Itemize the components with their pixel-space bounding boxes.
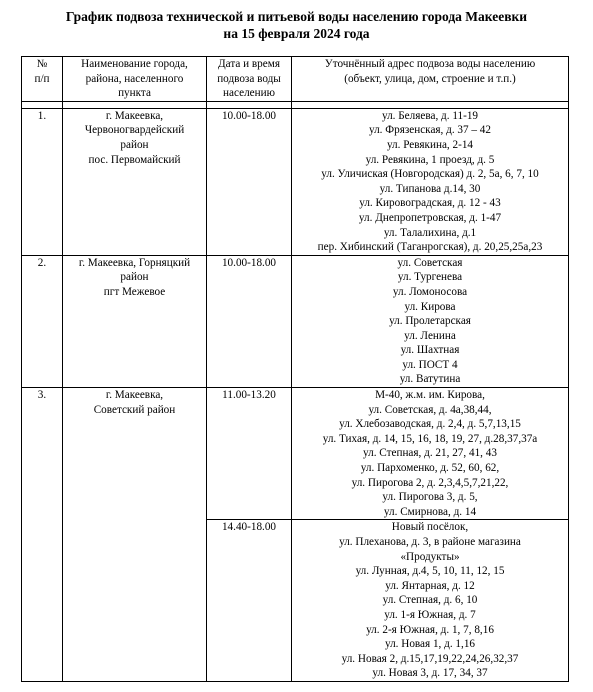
address-line: ул. Пирогова 2, д. 2,3,4,5,7,21,22, xyxy=(351,476,509,489)
area-cell xyxy=(63,388,207,682)
area-line: г. Макеевка, xyxy=(105,389,164,402)
address-line: ул. Беляева, д. 11-19 xyxy=(381,109,479,122)
address-line: ул. Янтарная, д. 12 xyxy=(385,579,475,592)
address-line: ул. Ревякина, 1 проезд, д. 5 xyxy=(365,153,495,166)
header-time xyxy=(207,57,292,102)
address-cell xyxy=(292,108,569,255)
row-number: 2. xyxy=(22,255,63,387)
address-line: ул. Тихая, д. 14, 15, 16, 18, 19, 27, д.28,37,37а xyxy=(322,432,538,445)
header-address xyxy=(292,57,569,102)
address-line: ул. Смирнова, д. 14 xyxy=(383,505,477,518)
address-line: ул. Ревякина, 2-14 xyxy=(386,138,474,151)
spacer-cell xyxy=(22,101,63,108)
address-cell xyxy=(292,388,569,520)
address-line: ул. Степная, д. 6, 10 xyxy=(382,594,478,607)
header-address-line: Уточнённый адрес подвоза воды населению xyxy=(324,58,536,70)
address-line: ул. Советская, д. 4а,38,44, xyxy=(368,403,492,416)
address-line: ул. Пирогова 3, д. 5, xyxy=(382,491,478,504)
header-num-line: п/п xyxy=(34,72,50,85)
spacer-row xyxy=(22,101,569,108)
address-line: ул. Пархоменко, д. 52, 60, 62, xyxy=(360,462,500,475)
row-number: 1. xyxy=(22,108,63,255)
header-address-line: (объект, улица, дом, строение и т.п.) xyxy=(344,72,516,85)
address-line: ул. Кирова xyxy=(404,300,456,313)
header-area-line: района, населенного xyxy=(85,72,184,85)
header-area-line: Наименование города, xyxy=(81,58,188,70)
area-line: район xyxy=(120,138,149,151)
spacer-cell xyxy=(292,101,569,108)
area-cell xyxy=(63,108,207,255)
address-line: ул. Фрязенская, д. 37 – 42 xyxy=(368,124,491,137)
address-line: ул. Уличиская (Новгородская) д. 2, 5а, 6, 7, 10 xyxy=(321,168,539,181)
spacer-cell xyxy=(207,101,292,108)
address-line: ул. Степная, д. 21, 27, 41, 43 xyxy=(363,447,497,460)
address-line: ул. Кировоградская, д. 12 - 43 xyxy=(359,197,501,210)
address-line: ул. Ватутина xyxy=(399,373,461,386)
address-line: ул. ПОСТ 4 xyxy=(402,358,458,371)
table-header-row xyxy=(22,57,569,102)
address-line: М-40, ж.м. им. Кирова, xyxy=(375,389,485,402)
area-line: Советский район xyxy=(93,403,176,416)
address-line: ул. Шахтная xyxy=(400,344,460,357)
address-line: ул. Советская xyxy=(397,256,463,269)
address-line: ул. Тургенева xyxy=(397,271,463,284)
address-line: ул. Лунная, д.4, 5, 10, 11, 12, 15 xyxy=(355,565,505,578)
area-line: пгт Межевое xyxy=(103,285,166,298)
address-line: ул. Ломоносова xyxy=(392,285,468,298)
water-schedule-table xyxy=(21,56,569,682)
header-time-line: населению xyxy=(223,87,275,100)
header-time-line: подвоза воды xyxy=(217,72,281,85)
time-cell: 10.00-18.00 xyxy=(207,255,292,387)
address-line: ул. Новая 2, д.15,17,19,22,24,26,32,37 xyxy=(341,652,519,665)
address-line: ул. Пролетарская xyxy=(389,315,471,328)
time-cell: 11.00-13.20 xyxy=(207,388,292,520)
row-number: 3. xyxy=(22,388,63,682)
address-line: ул. Новая 3, д. 17, 34, 37 xyxy=(372,667,488,680)
address-line: ул. 2-я Южная, д. 1, 7, 8,16 xyxy=(366,623,494,636)
header-area-line: пункта xyxy=(118,87,151,100)
address-line: ул. Днепропетровская, д. 1-47 xyxy=(358,211,502,224)
time-cell: 14.40-18.00 xyxy=(207,520,292,682)
title-line-1: График подвоза технической и питьевой воды населению города Макеевки xyxy=(65,9,528,24)
area-cell xyxy=(63,255,207,387)
address-line: ул. Хлебозаводская, д. 2,4, д. 5,7,13,15 xyxy=(339,418,521,431)
area-line: г. Макеевка, Горняцкий xyxy=(78,256,191,269)
header-time-line: Дата и время xyxy=(218,58,280,70)
address-line: ул. 1-я Южная, д. 7 xyxy=(384,608,476,621)
address-line: «Продукты» xyxy=(400,550,460,563)
time-cell: 10.00-18.00 xyxy=(207,108,292,255)
header-num xyxy=(22,57,63,102)
address-line: ул. Ленина xyxy=(404,329,456,342)
area-line: Червоногвардейский xyxy=(84,124,185,137)
header-num-line: № xyxy=(36,58,48,70)
address-line: Новый посёлок, xyxy=(391,521,469,534)
address-line: ул. Плеханова, д. 3, в районе магазина xyxy=(339,536,521,548)
table-row xyxy=(22,255,569,387)
spacer-cell xyxy=(63,101,207,108)
address-cell xyxy=(292,520,569,682)
address-line: ул. Талалихина, д.1 xyxy=(383,226,477,239)
title-line-2: на 15 февраля 2024 года xyxy=(223,26,370,41)
table-row xyxy=(22,388,569,520)
address-line: пер. Хибинский (Таганрогская), д. 20,25,25а,23 xyxy=(317,241,543,254)
address-cell xyxy=(292,255,569,387)
table-row xyxy=(22,108,569,255)
area-line: пос. Первомайский xyxy=(88,153,181,166)
area-line: г. Макеевка, xyxy=(105,109,164,122)
address-line: ул. Типанова д.14, 30 xyxy=(379,182,481,195)
header-area xyxy=(63,57,207,102)
address-line: ул. Новая 1, д. 1,16 xyxy=(384,638,476,651)
document-title xyxy=(0,8,593,42)
area-line: район xyxy=(120,271,149,284)
